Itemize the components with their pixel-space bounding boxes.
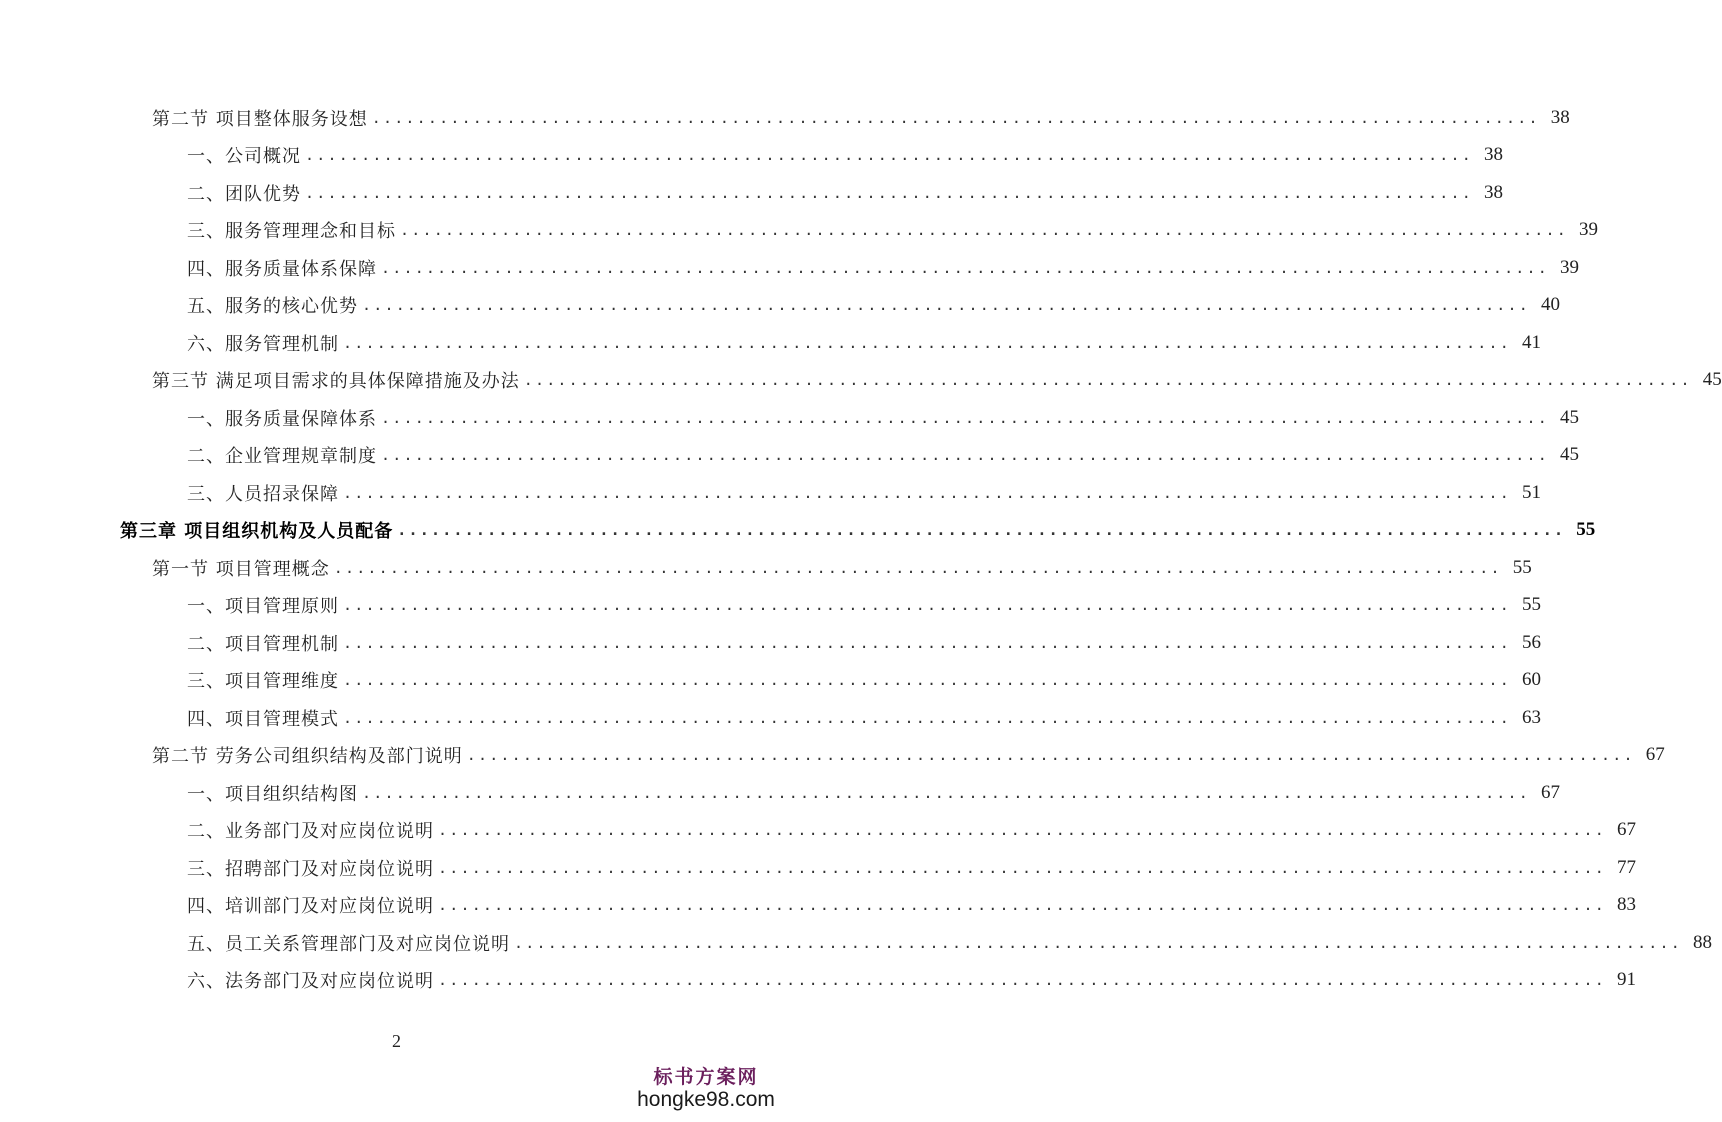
toc-entry-title: 二、企业管理规章制度 xyxy=(187,446,377,467)
toc-entry-page: 41 xyxy=(1522,331,1541,353)
toc-entry-title: 一、公司概况 xyxy=(187,146,301,167)
dot-leader: ........................................................................................................ xyxy=(305,183,1473,202)
dot-leader: ........................................................................................................ xyxy=(523,371,1692,389)
dot-leader: ........................................................................................................ xyxy=(381,408,1549,427)
toc-entry[interactable] xyxy=(187,287,1560,324)
watermark-name: 标书方案网 xyxy=(653,1066,759,1088)
toc-entry-title: 四、培训部门及对应岗位说明 xyxy=(187,896,434,917)
toc-chapter-entry[interactable] xyxy=(120,512,1596,549)
toc-entry-page: 83 xyxy=(1617,894,1636,915)
toc-entry[interactable] xyxy=(152,362,1722,399)
toc-entry-title: 三、人员招录保障 xyxy=(187,483,339,505)
toc-entry-page: 60 xyxy=(1522,669,1541,690)
toc-entry-title: 三、项目管理维度 xyxy=(187,671,339,692)
dot-leader: ........................................................................................................ xyxy=(381,258,1549,277)
dot-leader: ........................................................................................................ xyxy=(397,521,1566,539)
toc-entry-page: 91 xyxy=(1617,969,1636,990)
toc-entry-title: 第三章 项目组织机构及人员配备 xyxy=(120,521,394,542)
toc-entry-page: 67 xyxy=(1617,819,1636,840)
dot-leader: ........................................................................................................ xyxy=(514,933,1682,952)
toc-entry[interactable] xyxy=(187,662,1541,699)
toc-entry-page: 40 xyxy=(1541,294,1560,315)
toc-entry[interactable] xyxy=(187,249,1579,286)
toc-entry[interactable] xyxy=(187,399,1579,436)
toc-entry-title: 第三节 满足项目需求的具体保障措施及办法 xyxy=(152,371,520,392)
dot-leader: ........................................................................................................ xyxy=(438,858,1606,877)
toc-entry-page: 45 xyxy=(1702,369,1722,390)
dot-leader: ........................................................................................................ xyxy=(343,333,1511,352)
toc-entry-page: 39 xyxy=(1560,256,1579,278)
toc-entry-page: 45 xyxy=(1560,444,1579,465)
toc-entry-page: 55 xyxy=(1576,519,1596,540)
toc-entry-title: 第一节 项目管理概念 xyxy=(152,558,330,580)
dot-leader: ........................................................................................................ xyxy=(343,708,1511,727)
toc-entry[interactable] xyxy=(187,887,1636,924)
toc-entry-title: 六、法务部门及对应岗位说明 xyxy=(187,971,434,992)
page-number: 2 xyxy=(392,1031,401,1051)
toc-entry-title: 二、项目管理机制 xyxy=(187,633,339,655)
toc-entry[interactable] xyxy=(152,737,1665,774)
dot-leader: ........................................................................................................ xyxy=(438,821,1606,839)
toc-entry-page: 67 xyxy=(1645,744,1665,765)
toc-entry[interactable] xyxy=(187,962,1636,999)
toc-entry-page: 77 xyxy=(1617,856,1636,878)
toc-entry-title: 四、项目管理模式 xyxy=(187,708,339,730)
toc-entry-title: 第二节 劳务公司组织结构及部门说明 xyxy=(152,746,463,767)
dot-leader: ........................................................................................................ xyxy=(333,558,1502,577)
toc-entry-page: 45 xyxy=(1560,406,1579,428)
dot-leader: ........................................................................................................ xyxy=(381,446,1549,464)
toc-entry-title: 五、员工关系管理部门及对应岗位说明 xyxy=(187,933,510,955)
toc-entry-title: 二、团队优势 xyxy=(187,183,301,205)
toc-entry-page: 51 xyxy=(1522,481,1541,503)
toc-entry-page: 55 xyxy=(1522,594,1541,615)
toc-entry-page: 38 xyxy=(1484,144,1503,165)
watermark-url: hongke98.com xyxy=(637,1088,775,1111)
toc-entry[interactable] xyxy=(187,924,1712,961)
toc-entry-title: 一、服务质量保障体系 xyxy=(187,408,377,430)
dot-leader: ........................................................................................................ xyxy=(343,596,1511,614)
toc-entry-title: 三、服务管理理念和目标 xyxy=(187,221,396,242)
toc-entry-page: 88 xyxy=(1693,931,1712,953)
dot-leader: ........................................................................................................ xyxy=(438,896,1606,914)
toc-entry-page: 55 xyxy=(1512,556,1532,578)
dot-leader: ........................................................................................................ xyxy=(362,783,1530,802)
dot-leader: ........................................................................................................ xyxy=(343,671,1511,689)
toc-entry-title: 二、业务部门及对应岗位说明 xyxy=(187,821,434,842)
toc-entry[interactable] xyxy=(187,774,1560,811)
dot-leader: ........................................................................................................ xyxy=(305,146,1473,164)
toc-entry[interactable] xyxy=(187,624,1541,661)
toc-entry-title: 四、服务质量体系保障 xyxy=(187,258,377,280)
toc-entry-title: 一、项目组织结构图 xyxy=(187,783,358,805)
toc-entry-title: 一、项目管理原则 xyxy=(187,596,339,617)
toc-entry[interactable] xyxy=(187,437,1579,474)
toc-entry-page: 39 xyxy=(1579,219,1598,240)
toc-entry-page: 38 xyxy=(1484,181,1503,203)
toc-entry-page: 56 xyxy=(1522,631,1541,653)
toc-entry[interactable] xyxy=(187,212,1598,249)
toc-entry[interactable] xyxy=(187,812,1636,849)
dot-leader: ........................................................................................................ xyxy=(343,633,1511,652)
toc-entry-page: 67 xyxy=(1541,781,1560,803)
dot-leader: ........................................................................................................ xyxy=(466,746,1635,764)
toc-entry-title: 六、服务管理机制 xyxy=(187,333,339,355)
watermark-logo xyxy=(631,1066,781,1112)
toc-entry[interactable] xyxy=(187,587,1541,624)
toc-entry[interactable] xyxy=(187,174,1503,211)
dot-leader: ........................................................................................................ xyxy=(438,971,1606,989)
toc-entry-title: 第二节 项目整体服务设想 xyxy=(152,108,368,130)
dot-leader: ........................................................................................................ xyxy=(362,296,1530,314)
toc-entry[interactable] xyxy=(187,474,1541,511)
toc-entry-title: 三、招聘部门及对应岗位说明 xyxy=(187,858,434,880)
toc-entry[interactable] xyxy=(187,849,1636,886)
dot-leader: ........................................................................................................ xyxy=(371,108,1540,127)
toc-entry[interactable] xyxy=(187,137,1503,174)
toc-entry-title: 五、服务的核心优势 xyxy=(187,296,358,317)
toc-entry[interactable] xyxy=(187,699,1541,736)
toc-entry[interactable] xyxy=(152,549,1532,586)
toc-entry-page: 63 xyxy=(1522,706,1541,728)
toc-entry-page: 38 xyxy=(1550,106,1570,128)
dot-leader: ........................................................................................................ xyxy=(343,483,1511,502)
toc-entry[interactable] xyxy=(187,324,1541,361)
toc-entry[interactable] xyxy=(152,99,1570,136)
dot-leader: ........................................................................................................ xyxy=(400,221,1568,239)
